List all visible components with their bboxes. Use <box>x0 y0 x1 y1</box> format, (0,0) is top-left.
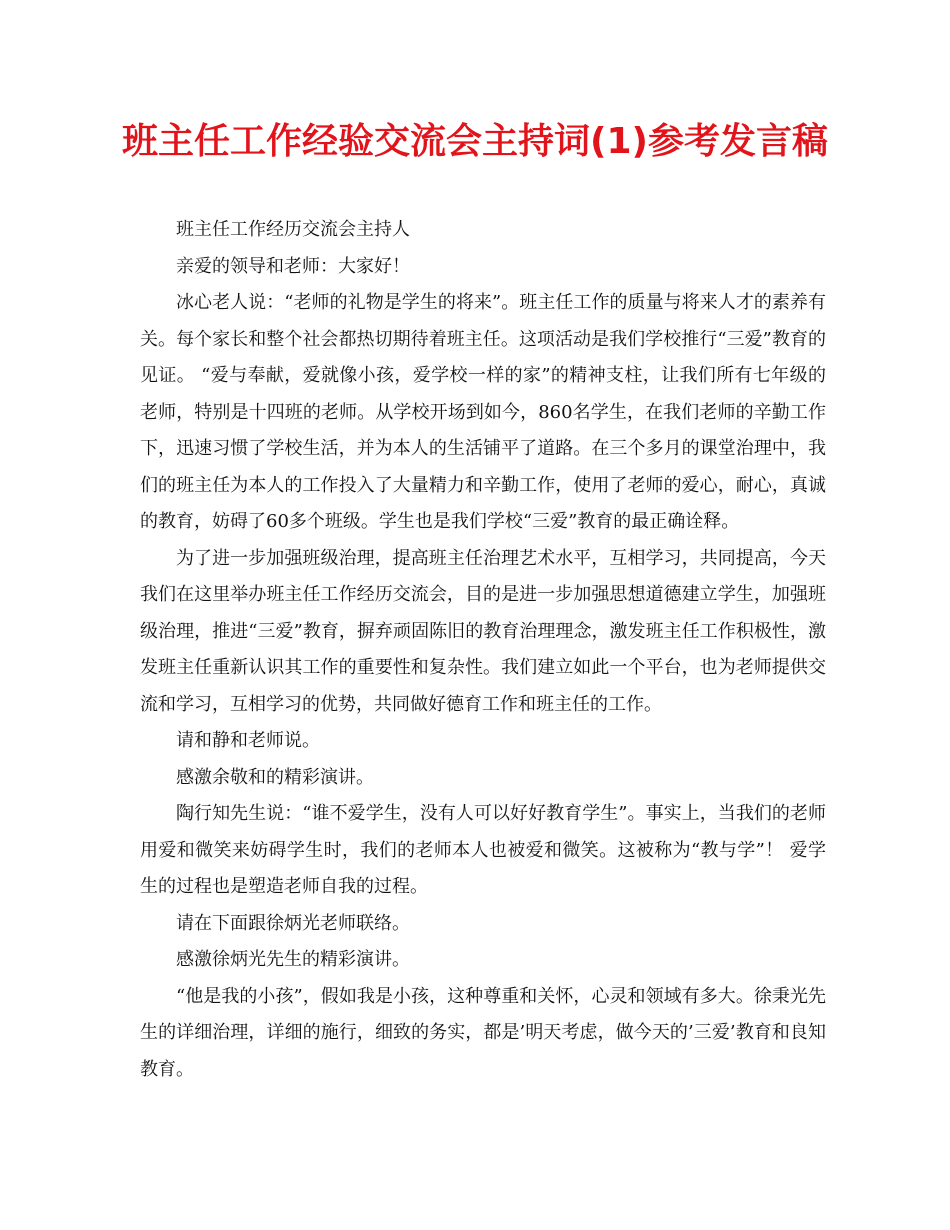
paragraph-invite-second-speaker: 请在下面跟徐炳光老师联络。 <box>176 912 410 934</box>
paragraph-purpose: 为了进一步加强班级治理，提高班主任治理艺术水平，互相学习，共同提高，今天我们在这里举办班主任工作经历交流会，目的是进一步加强思想道德建立学生，加强班级治理，推进“三爱”教育，摒弃顽固陈旧的教育治理理念，激发班主任工作积极性，激发班主任重新认识其工作的重要性和复杂性。我们建立如此一个平台，也为老师提供交流和学习，互相学习的优势，共同做好德育工作和班主任的工作。 <box>140 547 826 715</box>
paragraph-closing-remark: “他是我的小孩”，假如我是小孩，这种尊重和关怀，心灵和领域有多大。徐秉光先生的详细治理，详细的施行，细致的务实，都是’明天考虑，做今天的’三爱’教育和良知教育。 <box>140 985 826 1080</box>
paragraph-opening: 冰心老人说：“老师的礼物是学生的将来”。班主任工作的质量与将来人才的素养有关。每个家长和整个社会都热切期待着班主任。这项活动是我们学校推行“三爱”教育的见证。 “爱与奉献，爱就像小孩，爱学校一样的家”的精神支柱，让我们所有七年级的老师，特别是十四班的老师。从学校开场到如今，860名学生，在我们老师的辛勤工作下，迅速习惯了学校生活，并为本人的生活铺平了道路。在三个多月的课堂治理中，我们的班主任为本人的工作投入了大量精力和辛勤工作，使用了老师的爱心，耐心，真诚的教育，妨碍了60多个班级。学生也是我们学校“三爱”教育的最正确诠释。 <box>140 292 826 532</box>
paragraph-host-heading: 班主任工作经历交流会主持人 <box>176 219 410 240</box>
paragraph-thanks-second-speaker: 感激徐炳光先生的精彩演讲。 <box>176 949 410 970</box>
paragraph-quote-tao: 陶行知先生说：“谁不爱学生，没有人可以好好教育学生”。事实上，当我们的老师用爱和微笑来妨碍学生时，我们的老师本人也被爱和微笑。这被称为“教与学”！ 爱学生的过程也是塑造老师自我的过程。 <box>140 803 826 897</box>
document-title: 班主任工作经验交流会主持词(1)参考发言稿 <box>122 121 828 162</box>
paragraph-invite-first-speaker: 请和静和老师说。 <box>176 730 320 751</box>
document-body <box>140 212 826 1088</box>
paragraph-thanks-first-speaker: 感激余敬和的精彩演讲。 <box>176 766 374 788</box>
paragraph-greeting: 亲爱的领导和老师：大家好！ <box>176 255 410 277</box>
